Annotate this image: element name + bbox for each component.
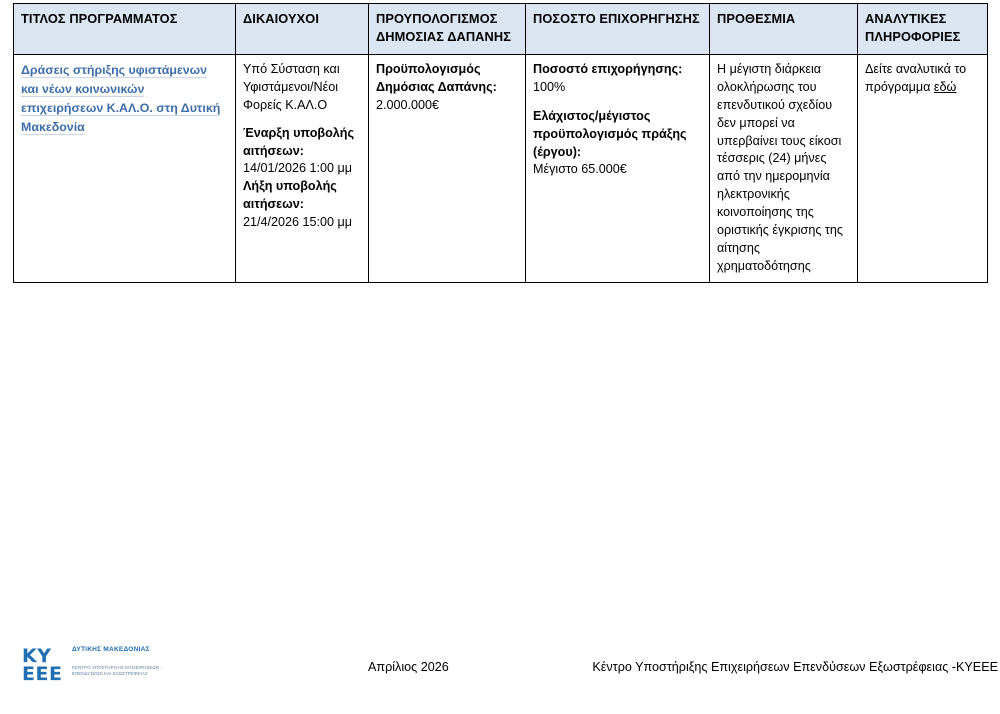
programme-table bbox=[13, 3, 988, 283]
column-header-grant-rate: ΠΟΣΟΣΤΟ ΕΠΙΧΟΡΗΓΗΣΗΣ bbox=[526, 4, 710, 55]
grant-rate-value: 100% bbox=[533, 79, 566, 94]
column-header-deadline: ΠΡΟΘΕΣΜΙΑ bbox=[710, 4, 858, 55]
cell-beneficiaries bbox=[236, 55, 369, 283]
column-header-budget: ΠΡΟΥΠΟΛΟΓΙΣΜΟΣ ΔΗΜΟΣΙΑΣ ΔΑΠΑΝΗΣ bbox=[369, 4, 526, 55]
table-header-row bbox=[14, 4, 988, 55]
budget-value: 2.000.000€ bbox=[376, 97, 440, 112]
info-link[interactable]: εδώ bbox=[933, 79, 957, 94]
logo-region-text: ΔΥΤΙΚΗΣ ΜΑΚΕΔΟΝΙΑΣ bbox=[72, 646, 150, 653]
logo-subtitle-text: ΚΕΝΤΡΟ ΥΠΟΣΤΗΡΙΞΗΣ ΕΠΙΧΕΙΡΗΣΕΩΝ - ΕΠΕΝΔΥΣΕΩΝ ΚΑΙ ΕΞΩΣΤΡΕΦΕΙΑΣ bbox=[72, 665, 162, 677]
submission-end-label: Λήξη υποβολής αιτήσεων: bbox=[243, 179, 337, 212]
minmax-budget-value: Μέγιστο 65.000€ bbox=[533, 162, 627, 177]
cell-info bbox=[858, 55, 988, 283]
cell-budget bbox=[369, 55, 526, 283]
footer-organization: Κέντρο Υποστήριξης Επιχειρήσεων Επενδύσεων Εξωστρέφειας -ΚΥΕΕΕ bbox=[592, 660, 998, 674]
column-header-info: ΑΝΑΛΥΤΙΚΕΣ ΠΛΗΡΟΦΟΡΙΕΣ bbox=[858, 4, 988, 55]
footer-date: Απρίλιος 2026 bbox=[368, 660, 449, 674]
logo-line-two: ΕΕΕ bbox=[22, 663, 63, 685]
minmax-budget-label: Ελάχιστος/μέγιστος προϋπολογισμός πράξης (έργου): bbox=[533, 108, 687, 159]
submission-start-value: 14/01/2026 1:00 μμ bbox=[243, 161, 353, 176]
cell-programme-title bbox=[14, 55, 236, 283]
deadline-text: Η μέγιστη διάρκεια ολοκλήρωσης του επενδυτικού σχεδίου δεν μπορεί να υπερβαίνει τους είκοσι τέσσερις (24) μήνες από την ημερομηνία ηλεκτρονικής κοινοποίησης της οριστικής έγκρισης της αίτησης χρηματοδότησης bbox=[717, 62, 843, 273]
grant-rate-label: Ποσοστό επιχορήγησης: bbox=[533, 62, 683, 76]
info-text bbox=[865, 61, 980, 97]
spacer bbox=[243, 115, 361, 125]
cell-deadline bbox=[710, 55, 858, 283]
cell-grant-rate bbox=[526, 55, 710, 283]
page-footer bbox=[0, 630, 1000, 714]
submission-start-label: Έναρξη υποβολής αιτήσεων: bbox=[243, 125, 355, 158]
budget-label: Προϋπολογισμός Δημόσιας Δαπάνης: bbox=[376, 62, 497, 94]
beneficiaries-text: Υπό Σύσταση και Υφιστάμενοι/Νέοι Φορείς Κ.ΑΛ.Ο bbox=[243, 62, 340, 112]
programme-title-link[interactable]: Δράσεις στήριξης υφιστάμενων και νέων κοινωνικών επιχειρήσεων Κ.ΑΛ.Ο. στη Δυτική Μακεδονία bbox=[21, 63, 221, 134]
table-row bbox=[14, 55, 988, 283]
submission-end-value: 21/4/2026 15:00 μμ bbox=[243, 215, 353, 229]
logo-line-one: ΚΥ bbox=[22, 645, 52, 667]
kyeee-logo bbox=[22, 644, 162, 690]
info-text-label: Δείτε αναλυτικά το πρόγραμμα bbox=[865, 62, 967, 94]
column-header-beneficiaries: ΔΙΚΑΙΟΥΧΟΙ bbox=[236, 4, 369, 55]
column-header-title: ΤΙΤΛΟΣ ΠΡΟΓΡΑΜΜΑΤΟΣ bbox=[14, 4, 236, 55]
